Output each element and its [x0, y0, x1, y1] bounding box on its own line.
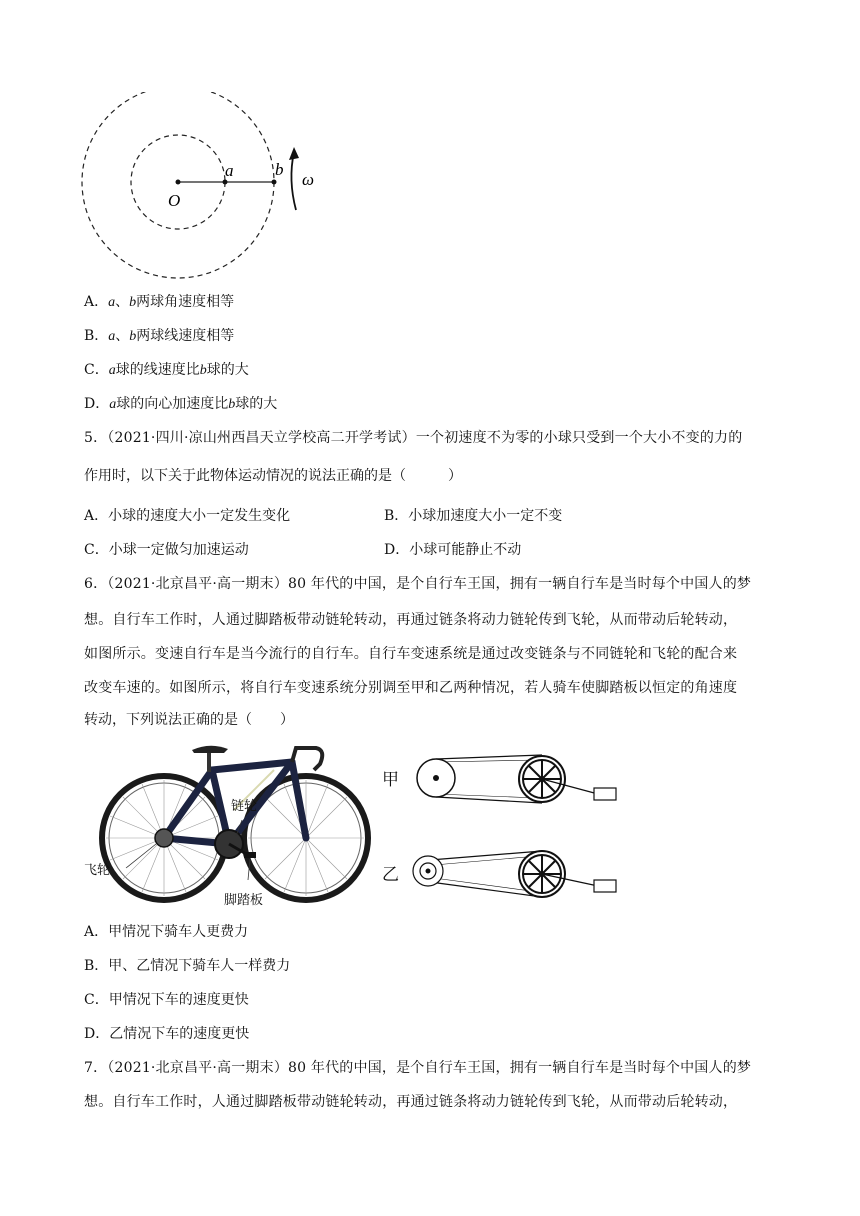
seat-post: [207, 750, 211, 772]
jia-diagram: [417, 755, 616, 803]
q6-option-d: D．乙情况下车的速度更快: [84, 1026, 250, 1042]
q6-option-a: A．甲情况下骑车人更费力: [84, 924, 249, 940]
rotation-arrow: [291, 152, 296, 210]
label-b: b: [275, 160, 284, 179]
q5-option-c: C．小球一定做匀加速运动: [84, 542, 249, 558]
label-yi: 乙: [382, 865, 399, 885]
q5-option-d: D．小球可能静止不动: [384, 542, 522, 558]
q4-option-d: D．a球的向心加速度比b球的大: [84, 396, 278, 412]
label-chainring: 链轮: [231, 799, 258, 814]
q6-stem-line5: 转动，下列说法正确的是（ ）: [84, 712, 294, 728]
q4-option-b: B．a、b两球线速度相等: [84, 328, 235, 344]
q4-option-c: C．a球的线速度比b球的大: [84, 362, 249, 378]
circular-motion-figure: [70, 92, 340, 292]
q5-option-b: B．小球加速度大小一定不变: [384, 508, 563, 524]
point-a: [223, 180, 228, 185]
yi-diagram: [413, 851, 616, 897]
yi-pedal: [594, 880, 616, 892]
q6-stem-line1: 6．（2021·北京昌平·高一期末）80 年代的中国，是个自行车王国，拥有一辆自行车是当时每个中国人的梦: [84, 576, 752, 592]
gear-ratio-figure: [380, 748, 630, 908]
q4-option-a: A．a、b两球角速度相等: [84, 294, 235, 310]
label-jia: 甲: [382, 770, 399, 790]
q5-stem-line2: 作用时，以下关于此物体运动情况的说法正确的是（ ）: [84, 468, 462, 484]
q6-stem-line3: 如图所示。变速自行车是当今流行的自行车。自行车变速系统是通过改变链条与不同链轮和飞轮的配合来: [84, 646, 738, 662]
point-b: [272, 180, 277, 185]
handlebar: [292, 748, 322, 770]
q6-option-c: C．甲情况下车的速度更快: [84, 992, 249, 1008]
outer-dashed-circle: [82, 92, 274, 278]
label-a: a: [225, 161, 234, 180]
q5-stem-line1: 5．（2021·四川·凉山州西昌天立学校高二开学考试）一个初速度不为零的小球只受到一个大小不变的力的: [84, 430, 743, 446]
label-flywheel: 飞轮: [84, 863, 111, 878]
center-point: [176, 180, 181, 185]
label-O: O: [168, 191, 181, 210]
label-omega: ω: [302, 170, 315, 189]
saddle: [192, 746, 228, 753]
q5-option-a: A．小球的速度大小一定发生变化: [84, 508, 291, 524]
q6-stem-line2: 想。自行车工作时，人通过脚踏板带动链轮转动，再通过链条将动力链轮传到飞轮，从而带动后轮转动，: [84, 612, 738, 628]
jia-pedal: [594, 788, 616, 800]
label-pedal: 脚踏板: [224, 893, 264, 908]
q7-stem-line1: 7．（2021·北京昌平·高一期末）80 年代的中国，是个自行车王国，拥有一辆自行车是当时每个中国人的梦: [84, 1060, 752, 1076]
bicycle-figure: [84, 740, 374, 910]
q7-stem-line2: 想。自行车工作时，人通过脚踏板带动链轮转动，再通过链条将动力链轮传到飞轮，从而带动后轮转动，: [84, 1094, 738, 1110]
q6-option-b: B．甲、乙情况下骑车人一样费力: [84, 958, 291, 974]
rear-cassette: [155, 829, 173, 847]
q6-stem-line4: 改变车速的。如图所示，将自行车变速系统分别调至甲和乙两种情况，若人骑车使脚踏板以恒定的角速度: [84, 680, 738, 696]
rotation-arrowhead: [289, 147, 299, 160]
